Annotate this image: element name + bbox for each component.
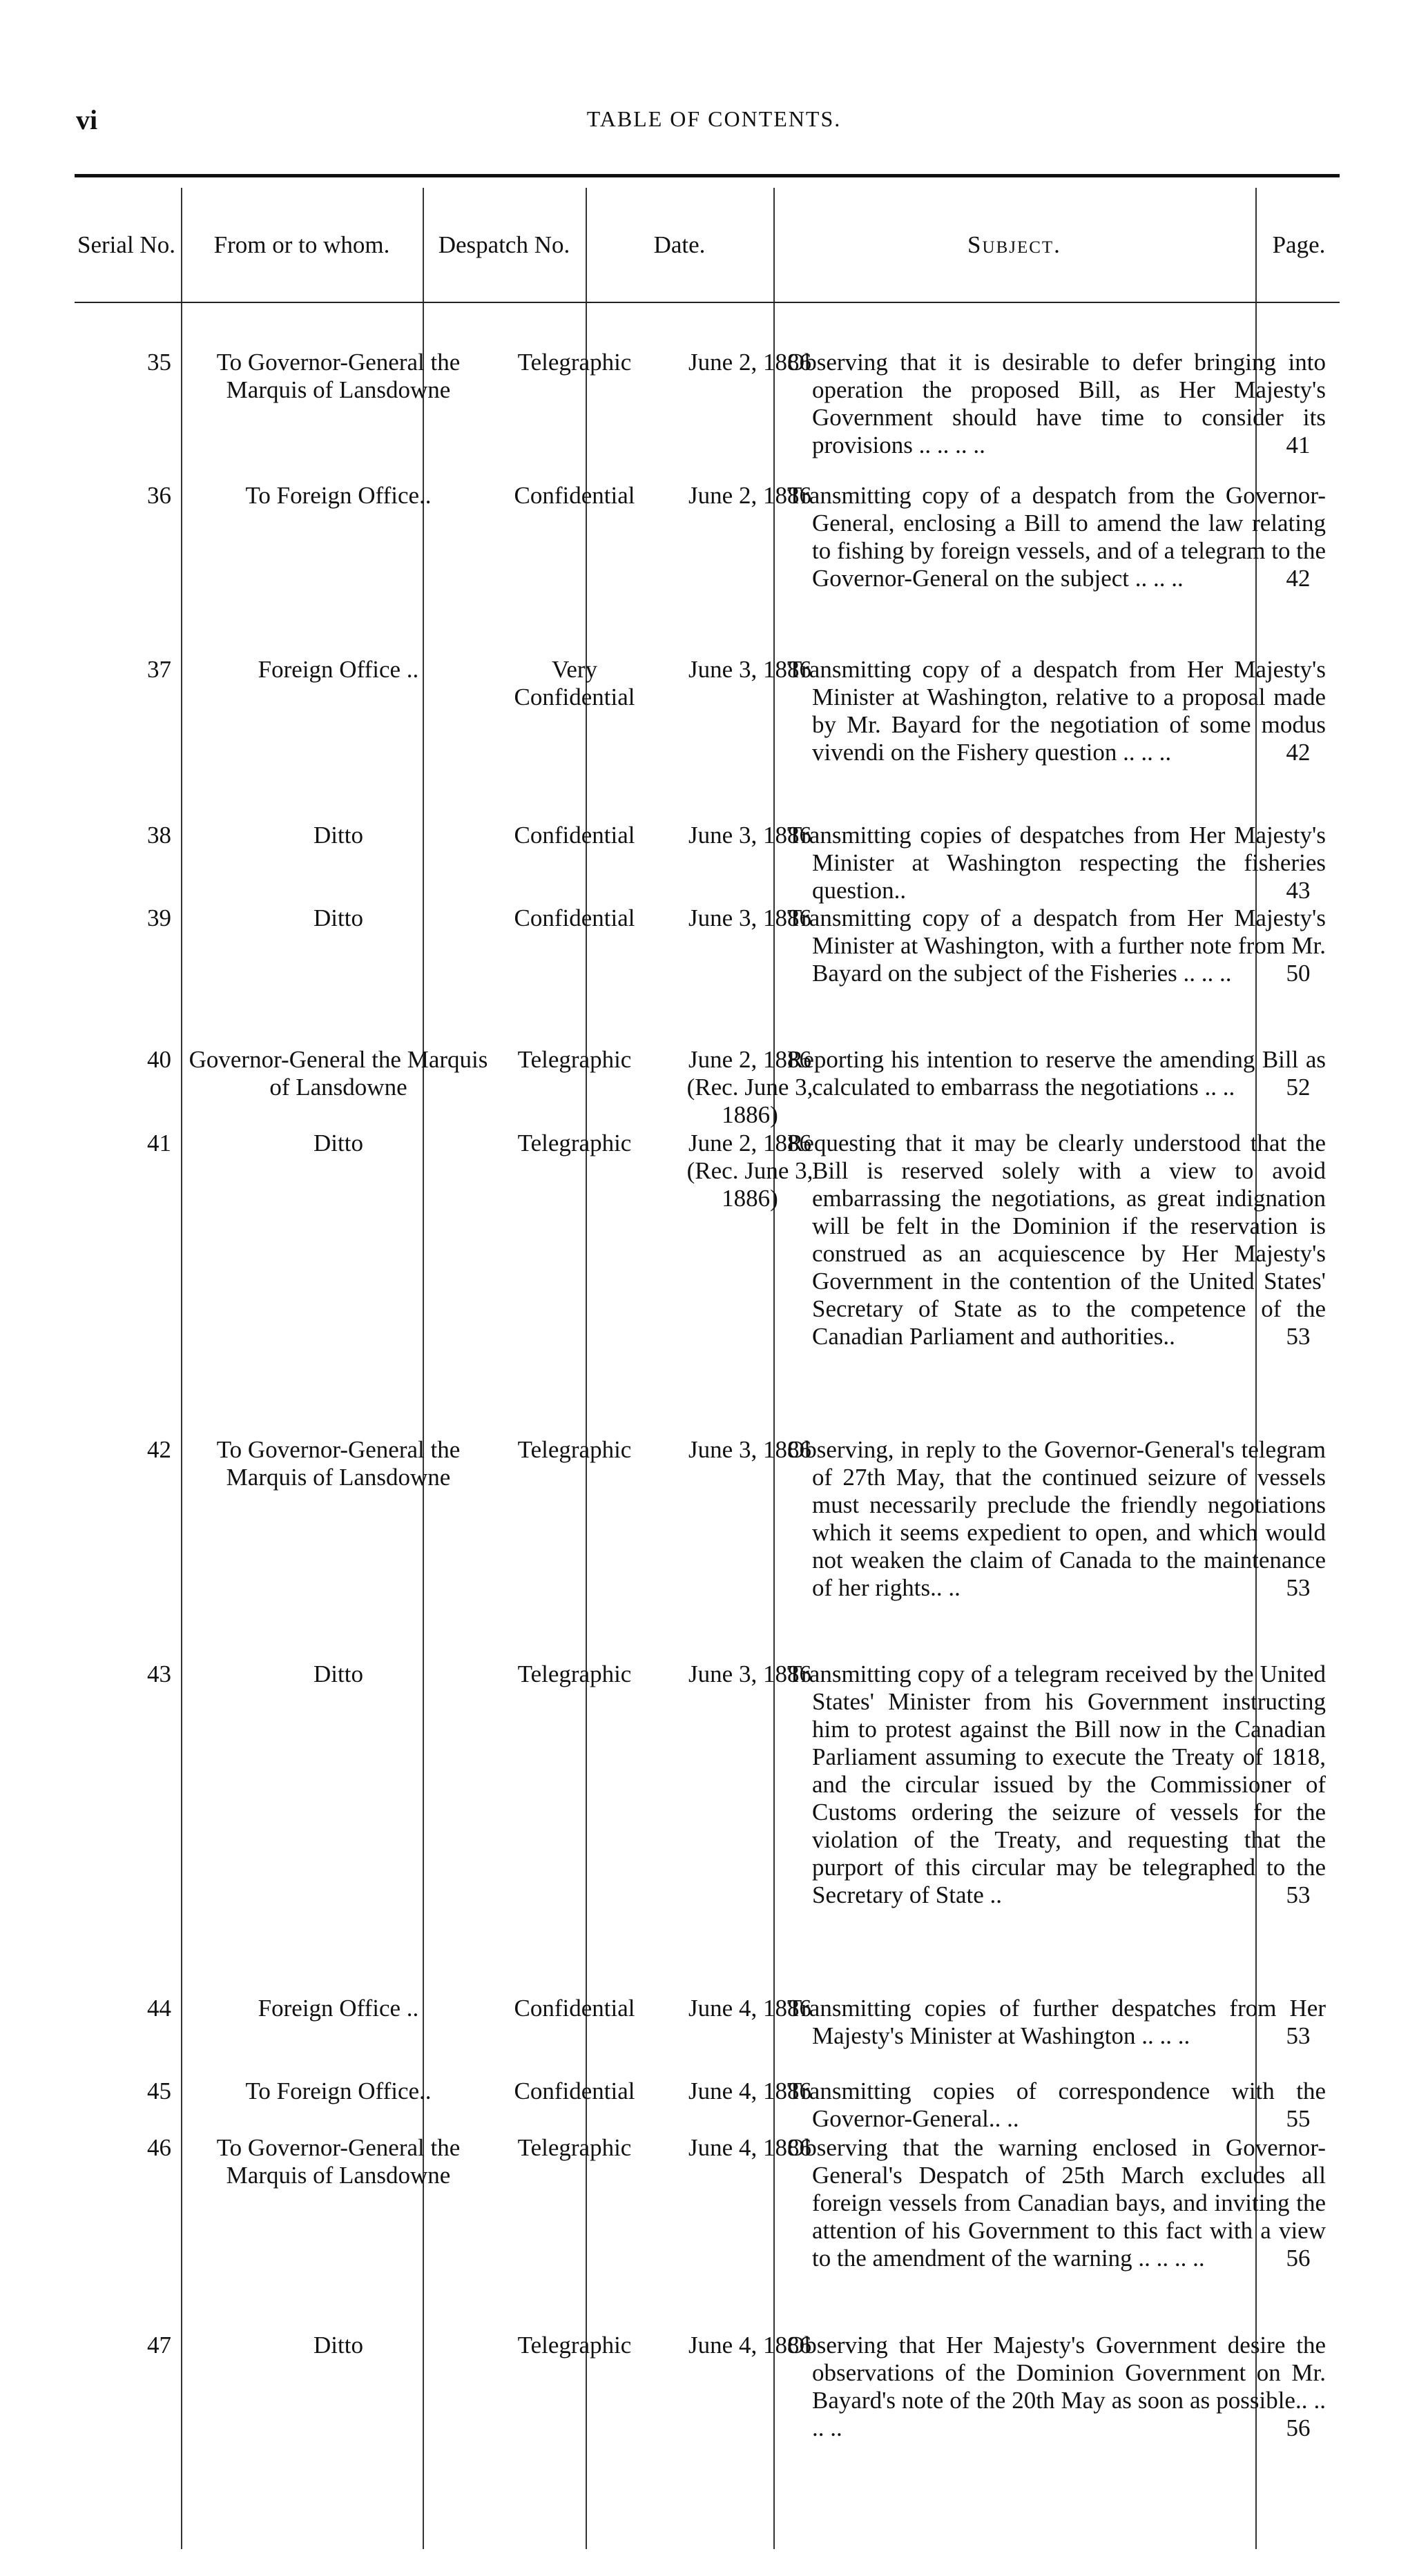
table-cell-serial: 44 <box>147 1995 171 2022</box>
table-cell-from: To Governor-General the Marquis of Lansdowne <box>216 349 461 403</box>
table-cell-date: June 3, 1886 <box>688 904 811 931</box>
table-cell-subject: Observing, in reply to the Governor-General's telegram of 27th May, that the continued seizure of vessels must necessarily preclude the friendly negotiations which it seems expedient to open, and which would not weaken the claim of Canada to the maintenance of her rights.. .. <box>787 1436 1326 1601</box>
table-cell-subject: Observing that Her Majesty's Government desire the observations of the Dominion Government on Mr. Bayard's note of the 20th May as soon as possible.. .. .. .. <box>787 2332 1326 2441</box>
table-cell-from: To Foreign Office.. <box>245 2078 432 2104</box>
table-cell-despatch: Telegraphic <box>517 1046 632 1073</box>
column-header-from: From or to whom. <box>213 231 390 258</box>
table-cell-page: 42 <box>1286 565 1311 592</box>
table-cell-from: Ditto <box>313 822 363 849</box>
table-cell-serial: 45 <box>147 2078 171 2104</box>
table-cell-page: 52 <box>1286 1074 1311 1101</box>
table-cell-date: June 2, 1886 (Rec. June 3, 1886) <box>686 1046 813 1128</box>
table-cell-serial: 47 <box>147 2332 171 2359</box>
column-header-serial: Serial No. <box>77 231 175 258</box>
table-cell-despatch: Telegraphic <box>517 349 632 376</box>
table-cell-despatch: Telegraphic <box>517 1130 632 1156</box>
table-cell-subject: Transmitting copy of a despatch from Her Majesty's Minister at Washington, relative to a proposal made by Mr. Bayard for the negotiation of some modus vivendi on the Fishery question .. .. .. <box>787 656 1326 766</box>
page-header <box>0 104 1428 145</box>
table-cell-serial: 41 <box>147 1130 171 1156</box>
table-cell-date: June 2, 1886 <box>688 349 811 376</box>
table-cell-from: Foreign Office .. <box>258 656 419 683</box>
table-cell-page: 50 <box>1286 960 1311 987</box>
table-cell-from: Ditto <box>313 1130 363 1156</box>
table-cell-despatch: Confidential <box>514 1995 635 2022</box>
column-header-despatch: Despatch No. <box>438 231 570 258</box>
table-cell-subject: Transmitting copies of further despatches from Her Majesty's Minister at Washington .. .. .. <box>787 1995 1326 2049</box>
table-cell-date: June 2, 1886 (Rec. June 3, 1886) <box>686 1130 813 1212</box>
table-cell-date: June 3, 1886 <box>688 1436 811 1463</box>
header-rule <box>75 174 1340 177</box>
table-header-rule <box>75 302 1340 303</box>
column-divider <box>181 188 182 2549</box>
table-cell-date: June 3, 1886 <box>688 656 811 683</box>
table-cell-date: June 4, 1886 <box>688 1995 811 2022</box>
column-header-page: Page. <box>1272 231 1326 258</box>
table-cell-from: Governor-General the Marquis of Lansdowne <box>189 1046 488 1101</box>
table-cell-from: Ditto <box>313 2332 363 2359</box>
table-cell-despatch: Very Confidential <box>514 656 635 710</box>
table-cell-despatch: Confidential <box>514 482 635 509</box>
table-cell-serial: 39 <box>147 904 171 931</box>
column-divider <box>586 188 587 2549</box>
table-cell-from: Ditto <box>313 1660 363 1687</box>
table-cell-date: June 4, 1886 <box>688 2332 811 2359</box>
table-cell-page: 56 <box>1286 2245 1311 2272</box>
table-cell-page: 42 <box>1286 739 1311 766</box>
table-cell-date: June 4, 1886 <box>688 2134 811 2161</box>
table-cell-date: June 2, 1886 <box>688 482 811 509</box>
table-cell-subject: Transmitting copies of despatches from Her Majesty's Minister at Washington respecting the fisheries question.. <box>787 822 1326 904</box>
table-cell-serial: 37 <box>147 656 171 683</box>
table-cell-page: 55 <box>1286 2105 1311 2132</box>
table-cell-serial: 40 <box>147 1046 171 1073</box>
table-cell-serial: 38 <box>147 822 171 849</box>
table-cell-subject: Reporting his intention to reserve the amending Bill as calculated to embarrass the negotiations .. .. <box>787 1046 1326 1101</box>
table-cell-despatch: Confidential <box>514 2078 635 2104</box>
column-divider <box>773 188 775 2549</box>
table-cell-serial: 43 <box>147 1660 171 1687</box>
table-cell-date: June 4, 1886 <box>688 2078 811 2104</box>
column-header-subject: Subject. <box>967 231 1061 258</box>
column-header-date: Date. <box>653 231 706 258</box>
table-cell-despatch: Telegraphic <box>517 1436 632 1463</box>
table-cell-page: 53 <box>1286 2022 1311 2049</box>
table-cell-serial: 46 <box>147 2134 171 2161</box>
table-cell-serial: 35 <box>147 349 171 376</box>
table-cell-subject: Observing that it is desirable to defer bringing into operation the proposed Bill, as Her Majesty's Government should have time to consider its provisions .. .. .. .. <box>787 349 1326 458</box>
table-cell-serial: 36 <box>147 482 171 509</box>
table-cell-despatch: Confidential <box>514 904 635 931</box>
table-cell-subject: Transmitting copies of correspondence with the Governor-General.. .. <box>787 2078 1326 2132</box>
table-cell-page: 41 <box>1286 432 1311 458</box>
table-cell-subject: Transmitting copy of a telegram received by the United States' Minister from his Government instructing him to protest against the Bill now in the Canadian Parliament assuming to execute the Treaty of 1818, and the circular issued by the Commissioner of Customs ordering the seizure of vessels for the violation of the Treaty, and requesting that the purport of this circular may be telegraphed to the Secretary of State .. <box>787 1660 1326 1908</box>
table-cell-subject: Requesting that it may be clearly understood that the Bill is reserved solely with a view to avoid embarrassing the negotiations, as great indignation will be felt in the Dominion if the reservation is construed as an acquiescence by Her Majesty's Government in the contention of the United States' Secretary of State as to the competence of the Canadian Parliament and authorities.. <box>787 1130 1326 1350</box>
table-cell-despatch: Telegraphic <box>517 1660 632 1687</box>
table-cell-subject: Transmitting copy of a despatch from the Governor-General, enclosing a Bill to amend the law relating to fishing by foreign vessels, and of a telegram to the Governor-General on the subject .. .. .. <box>787 482 1326 592</box>
table-cell-from: Ditto <box>313 904 363 931</box>
table-cell-despatch: Telegraphic <box>517 2134 632 2161</box>
table-cell-despatch: Telegraphic <box>517 2332 632 2359</box>
table-cell-subject: Observing that the warning enclosed in Governor-General's Despatch of 25th March excludes all foreign vessels from Canadian bays, and inviting the attention of his Government to this fact with a view to the amendment of the warning .. .. .. .. <box>787 2134 1326 2272</box>
column-divider <box>423 188 424 2549</box>
table-cell-from: To Foreign Office.. <box>245 482 432 509</box>
table-cell-date: June 3, 1886 <box>688 1660 811 1687</box>
table-cell-page: 53 <box>1286 1881 1311 1908</box>
table-cell-despatch: Confidential <box>514 822 635 849</box>
table-cell-from: To Governor-General the Marquis of Lansdowne <box>216 1436 461 1491</box>
table-cell-from: To Governor-General the Marquis of Lansdowne <box>216 2134 461 2189</box>
table-cell-page: 56 <box>1286 2414 1311 2441</box>
table-cell-date: June 3, 1886 <box>688 822 811 849</box>
table-cell-page: 53 <box>1286 1323 1311 1350</box>
table-cell-subject: Transmitting copy of a despatch from Her Majesty's Minister at Washington, with a further note from Mr. Bayard on the subject of the Fisheries .. .. .. <box>787 904 1326 987</box>
table-cell-serial: 42 <box>147 1436 171 1463</box>
table-cell-from: Foreign Office .. <box>258 1995 419 2022</box>
page-number: vi <box>76 104 98 135</box>
page-title: TABLE OF CONTENTS. <box>586 106 842 131</box>
table-cell-page: 53 <box>1286 1574 1311 1601</box>
table-cell-page: 43 <box>1286 877 1311 904</box>
